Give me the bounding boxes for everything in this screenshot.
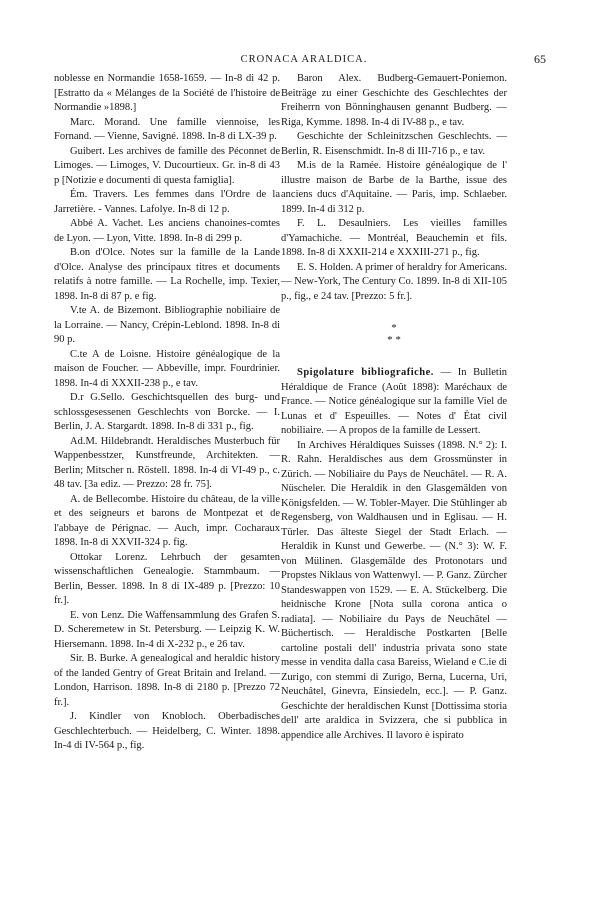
- bibliography-entry: Geschichte der Schleinitzschen Geschlechts. — Berlin, R. Eisenschmidt. In-8 di III-716 p., e tav.: [281, 131, 507, 157]
- bibliography-entry: F. L. Desaulniers. Les vieilles familles d'Yamachiche. — Montréal, Beauchemin et fils. 1898. In-8 di XXXII-214 e XXXIII-271 p., fig.: [281, 218, 507, 258]
- bibliography-entry: V.te A. de Bizemont. Bibliographie nobiliaire de la Lorraine. — Nancy, Crépin-Leblond. 1898. In-8 di 90 p.: [54, 305, 280, 345]
- asterism-bottom: * *: [387, 334, 401, 346]
- bibliography-entry: Abbé A. Vachet. Les anciens chanoines-comtes de Lyon. — Lyon, Vitte. 1898. In-8 di 299 p.: [54, 218, 280, 244]
- right-column: [281, 72, 507, 743]
- bibliography-entry: Guibert. Les archives de famille des Péconnet de Limoges. — Limoges, V. Ducourtieux. Gr. in-8 di 43 p [Notizie e documenti di questa famiglia].: [54, 145, 280, 186]
- bibliography-entry: Ad.M. Hildebrandt. Heraldisches Musterbuch für Wappenbesstzer, Kunstfreunde, Architekten. — Berlin; Mitscher n. Röstell. 1898. In-4 di VI-49 p., c. 48 tav. [3a ediz. — Prezzo: 28 fr. 75].: [54, 435, 280, 490]
- bibliography-entry: M.is de la Ramée. Histoire généalogique de l' illustre maison de Barbe de la Barthe, issue des anciens ducs d'Aquitaine. — Paris, imp. Schlaeber. 1899. In-4 di 312 p.: [281, 160, 507, 215]
- page-header: [54, 52, 554, 68]
- bibliography-entry: Sir. B. Burke. A genealogical and heraldic history of the landed Gentry of Great Britain and Ireland. — London, Harrison. 1898. In-8 di 2180 p. [Prezzo 72 fr.].: [54, 653, 280, 708]
- asterism-top: *: [391, 322, 397, 334]
- section-paragraph: In Archives Héraldiques Suisses (1898. N.° 2): I. R. Rahn. Heraldisches aus dem Grossmünster in Zürich. — Nobiliaire du Pays de Neuchâtel. — R. A. Nüscheler. Die Heraldik in den Glasgemälden von Königsfelden. — W. Tobler-Mayer. Die Stühlinger ab Regensberg, von Waldhausen und in Eglisau. — H. Türler. Das älteste Siegel der Stadt Erlach. — Heraldik in Kunst und Gewerbe. — (N.° 3): W. F. von Mülinen. Glasgemälde des Protonotars und Propstes Niklaus von Wattenwyl. — P. Ganz. Zürcher Standeswappen von 1529. — E. A. Stückelberg. Die heidnische Krone [Nota sulla corona antica o radiata]. — Nobiliaire du Pays de Neuchâtel — Büchertisch. — Heraldische Postkarten [Belle cartoline postali dell' industria privata sono state messe in vendita dalla casa Bareiss, Wieland e C.ie di Zurigo, con stemmi di Zurigo, Berna, Lucerna, Uri, Neuchâtel, Ginevra, Einsiedeln, ecc.]. — P. Ganz. Geschichte der heraldischen Kunst [Dottissima storia dell' arte araldica in Svizzera, che si pubblica in appendice alle Archives. Il lavoro è ispirato: [281, 439, 507, 741]
- section-text: — In Bulletin Héraldique de France (Août 1898): Maréchaux de France. — Notice généalogique sur la famille Viel de Lunas et d' Espeuilles. — Notes d' État civil nobiliaire. — A propos de la famille de Lessert.: [281, 367, 507, 436]
- running-title: CRONACA ARALDICA.: [240, 54, 368, 65]
- section-paragraph: [281, 366, 507, 439]
- section-heading: Spigolature bibliografiche.: [297, 367, 434, 378]
- bibliography-entry: Marc. Morand. Une famille viennoise, les Fornand. — Vienne, Savigné. 1898. In-8 di LX-39 p.: [54, 116, 280, 142]
- asterism-separator: [281, 322, 507, 346]
- page-number: 65: [534, 52, 546, 66]
- bibliography-entry: Ottokar Lorenz. Lehrbuch der gesamten wissenschaftlichen Genealogie. Stammbaum. — Berlin, Besser. 1898. In 8 di IX-489 p. [Prezzo: 10 fr.].: [54, 551, 280, 606]
- bibliography-entry: E. S. Holden. A primer of heraldry for Americans. — New-York, The Century Co. 1899. In-8 di XII-105 p., fig., e 24 tav. [Prezzo: 5 fr.].: [281, 261, 507, 302]
- bibliography-entry: Ém. Travers. Les femmes dans l'Ordre de la Jarretière. - Vannes. Lafolye. In-8 di 12 p.: [54, 189, 280, 215]
- bibliography-entry: D.r G.Sello. Geschichtsquellen des burg- und schlossgesessenen Geschlechts von Borcke. — I. Berlin, J. A. Stargardt. 1898. In-8 di 331 p., fig.: [54, 392, 280, 432]
- bibliography-entry: C.te A de Loisne. Histoire généalogique de la maison de Foucher. — Abbeville, impr. Fourdrinier. 1898. In-4 di XXXII-238 p., e tav.: [54, 348, 280, 389]
- bibliography-entry: noblesse en Normandie 1658-1659. — In-8 di 42 p. [Estratto da « Mélanges de la Société de l'histoire de Normandie »1898.]: [54, 73, 280, 113]
- bibliography-entry: J. Kindler von Knobloch. Oberbadisches Geschlechterbuch. — Heidelberg, C. Winter. 1898. In-4 di IV-564 p., fig.: [54, 711, 280, 751]
- bibliography-entry: Baron Alex. Budberg-Gemauert-Poniemon. Beiträge zu einer Geschichte des Geschlechtes der Freiherrn von Bönninghausen genannt Budberg. — Riga, Kymme. 1898. In-4 di IV-88 p., e tav.: [281, 73, 507, 128]
- bibliography-entry: A. de Bellecombe. Histoire du château, de la ville et des seigneurs et barons de Montpezat et de l'abbaye de Pérignac. — Auch, impr. Cocharaux 1898. In-8 di XXVII-324 p. fig.: [54, 493, 280, 548]
- bibliography-entry: B.on d'Olce. Notes sur la famille de la Lande d'Olce. Analyse des principaux titres et documents relatifs à notre famille. — La Rochelle, imp. Texier, 1898. In-8 di 87 p. e fig.: [54, 247, 280, 302]
- left-column: [54, 72, 280, 754]
- bibliography-entry: E. von Lenz. Die Waffensammlung des Grafen S. D. Scheremetew in St. Petersburg. — Leipzig K. W. Hiersemann. 1898. In-4 di X-232 p., e 26 tav.: [54, 609, 280, 650]
